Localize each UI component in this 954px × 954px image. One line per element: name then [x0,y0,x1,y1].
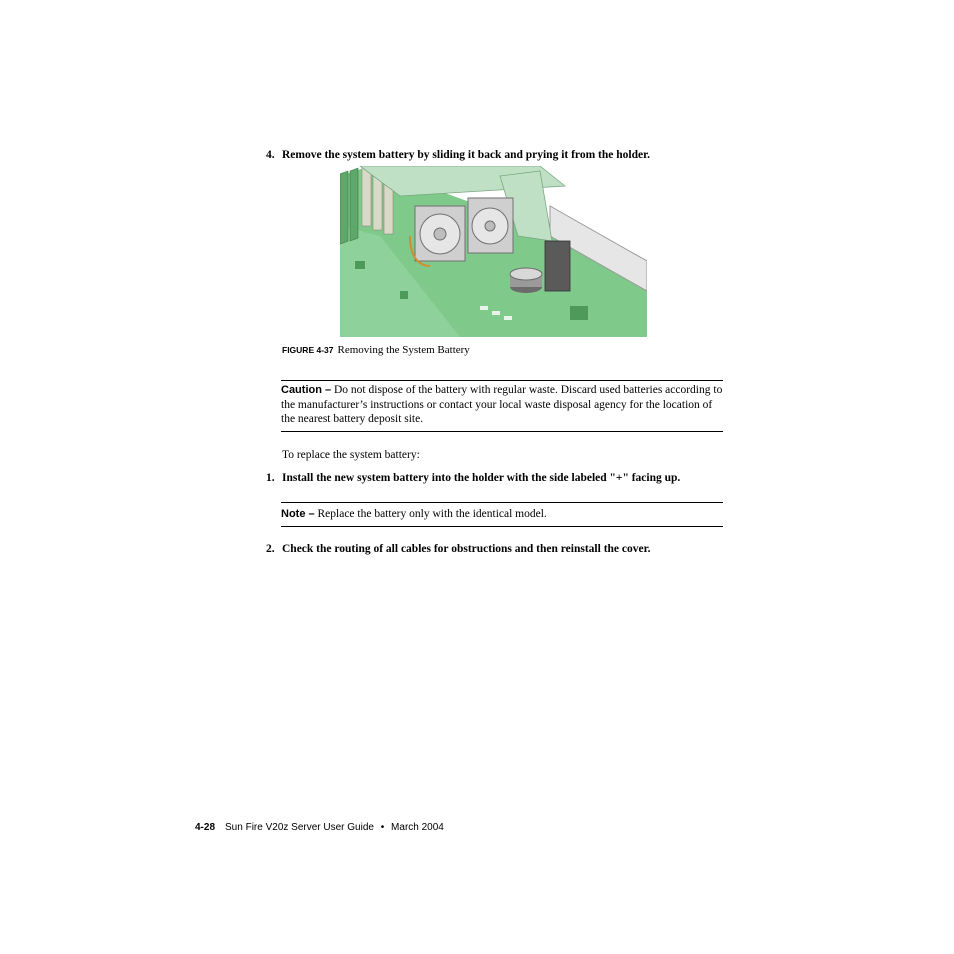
step-4 [266,149,726,161]
caution-text: Do not dispose of the battery with regular waste. Discard used batteries according to the manufacturer’s instructions or contact your local waste disposal agency for the location of the nearest battery deposit site. [281,384,723,425]
step-text: Install the new system battery into the holder with the side labeled "+" facing up. [282,472,681,484]
note-box [281,507,723,522]
footer-separator: • [380,822,385,833]
step-number: 1. [266,472,275,484]
caution-top-rule [281,380,723,381]
battery-removal-figure [340,166,647,337]
note-bottom-rule [281,526,723,527]
figure-label: FIGURE 4-37 [282,345,334,355]
note-heading: Note – [281,508,315,520]
step-1 [266,472,726,484]
step-text: Check the routing of all cables for obstructions and then reinstall the cover. [282,543,651,555]
note-top-rule [281,502,723,503]
caution-bottom-rule [281,431,723,432]
step-2 [266,543,726,555]
caution-box [281,383,723,427]
motherboard-illustration [340,166,647,337]
book-title: Sun Fire V20z Server User Guide [225,822,374,833]
intro-text: To replace the system battery: [282,449,420,461]
figure-caption [282,344,470,356]
note-text: Replace the battery only with the identical model. [314,508,547,520]
figure-caption-text: Removing the System Battery [337,344,470,356]
caution-heading: Caution – [281,384,332,396]
step-number: 2. [266,543,275,555]
page-footer [195,822,444,833]
step-number: 4. [266,149,275,161]
step-text: Remove the system battery by sliding it back and prying it from the holder. [282,149,650,161]
publication-date: March 2004 [391,822,444,833]
page-number: 4-28 [195,822,216,833]
